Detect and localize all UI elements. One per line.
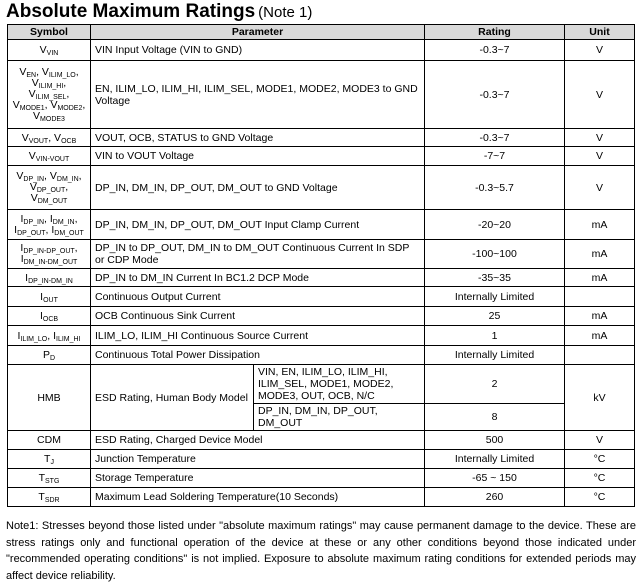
symbol-cell: $V_{DP\_IN}$, $V_{DM\_IN}$, $V_{DP\_OUT}$, $V_{DM\_OUT}$ — [8, 166, 91, 210]
table-row — [8, 346, 635, 365]
symbol-cell: $T_J$ — [8, 450, 91, 469]
unit-cell — [565, 346, 635, 365]
unit-cell: V — [565, 61, 635, 129]
symbol-cell: $I_{ILIM\_LO}$, $I_{ILIM\_HI}$ — [8, 326, 91, 346]
title-note: (Note 1) — [258, 4, 313, 21]
unit-cell: °C — [565, 488, 635, 507]
parameter-cell: ESD Rating, Human Body Model — [91, 365, 254, 431]
table-row — [8, 147, 635, 166]
unit-cell: mA — [565, 240, 635, 269]
symbol-cell: CDM — [8, 431, 91, 450]
table-row — [8, 326, 635, 346]
symbol-cell: $V_{VIN-VOUT}$ — [8, 147, 91, 166]
symbol-cell: $I_{OCB}$ — [8, 307, 91, 326]
table-row — [8, 431, 635, 450]
title-main: Absolute Maximum Ratings — [6, 1, 256, 22]
rating-cell: -20~20 — [425, 210, 565, 240]
table-row — [8, 469, 635, 488]
table-row — [8, 40, 635, 61]
parameter-cell: Continuous Output Current — [91, 287, 425, 307]
table-row — [8, 269, 635, 287]
unit-cell: V — [565, 147, 635, 166]
symbol-cell: $I_{OUT}$ — [8, 287, 91, 307]
rating-cell: -7~7 — [425, 147, 565, 166]
parameter-cell: ESD Rating, Charged Device Model — [91, 431, 425, 450]
parameter-subcell: VIN, EN, ILIM_LO, ILIM_HI, ILIM_SEL, MODE1, MODE2, MODE3, OUT, OCB, N/C — [254, 365, 425, 404]
rating-cell: -0.3~7 — [425, 61, 565, 129]
rating-cell: 260 — [425, 488, 565, 507]
rating-cell: -35~35 — [425, 269, 565, 287]
page-title — [6, 1, 312, 23]
header-unit: Unit — [565, 25, 635, 40]
parameter-cell: Maximum Lead Soldering Temperature(10 Seconds) — [91, 488, 425, 507]
rating-cell: 25 — [425, 307, 565, 326]
unit-cell: mA — [565, 269, 635, 287]
unit-cell: mA — [565, 326, 635, 346]
unit-cell: kV — [565, 365, 635, 431]
parameter-cell: DP_IN to DM_IN Current In BC1.2 DCP Mode — [91, 269, 425, 287]
parameter-cell: DP_IN to DP_OUT, DM_IN to DM_OUT Continuous Current In SDP or CDP Mode — [91, 240, 425, 269]
rating-cell: Internally Limited — [425, 346, 565, 365]
unit-cell: mA — [565, 307, 635, 326]
table-row — [8, 307, 635, 326]
parameter-cell: EN, ILIM_LO, ILIM_HI, ILIM_SEL, MODE1, MODE2, MODE3 to GND Voltage — [91, 61, 425, 129]
parameter-cell: OCB Continuous Sink Current — [91, 307, 425, 326]
unit-cell: V — [565, 40, 635, 61]
table-row — [8, 287, 635, 307]
parameter-cell: Junction Temperature — [91, 450, 425, 469]
unit-cell: V — [565, 129, 635, 147]
symbol-cell: $I_{DP\_IN}$, $I_{DM\_IN}$, $I_{DP\_OUT}$, $I_{DM\_OUT}$ — [8, 210, 91, 240]
table-row — [8, 61, 635, 129]
rating-cell: -0.3~7 — [425, 40, 565, 61]
unit-cell — [565, 287, 635, 307]
unit-cell: V — [565, 166, 635, 210]
table-row — [8, 488, 635, 507]
unit-cell: °C — [565, 450, 635, 469]
rating-cell: 2 — [425, 365, 565, 404]
symbol-cell: $P_D$ — [8, 346, 91, 365]
header-parameter: Parameter — [91, 25, 425, 40]
unit-cell: mA — [565, 210, 635, 240]
rating-cell: -0.3~5.7 — [425, 166, 565, 210]
unit-cell: V — [565, 431, 635, 450]
symbol-cell: $V_{VIN}$ — [8, 40, 91, 61]
rating-cell: 500 — [425, 431, 565, 450]
symbol-cell: $V_{EN}$, $V_{ILIM\_LO}$, $V_{ILIM\_HI}$, $V_{ILIM\_SEL}$, $V_{MODE1}$, $V_{MODE2}$, $V_{MODE3}$ — [8, 61, 91, 129]
parameter-cell: VOUT, OCB, STATUS to GND Voltage — [91, 129, 425, 147]
rating-cell: Internally Limited — [425, 287, 565, 307]
parameter-cell: ILIM_LO, ILIM_HI Continuous Source Current — [91, 326, 425, 346]
rating-cell: -0.3~7 — [425, 129, 565, 147]
symbol-cell: $T_{STG}$ — [8, 469, 91, 488]
rating-cell: -100~100 — [425, 240, 565, 269]
parameter-cell: Storage Temperature — [91, 469, 425, 488]
rating-cell: Internally Limited — [425, 450, 565, 469]
table-row — [8, 365, 635, 404]
rating-cell: 8 — [425, 404, 565, 431]
parameter-cell: VIN to VOUT Voltage — [91, 147, 425, 166]
symbol-cell: HMB — [8, 365, 91, 431]
rating-cell: -65 ~ 150 — [425, 469, 565, 488]
rating-cell: 1 — [425, 326, 565, 346]
symbol-cell: $I_{DP\_IN-DM\_IN}$ — [8, 269, 91, 287]
table-row — [8, 240, 635, 269]
symbol-cell: $I_{DP\_IN-DP\_OUT}$, $I_{DM\_IN-DM\_OUT}$ — [8, 240, 91, 269]
ratings-table — [7, 24, 635, 507]
header-rating: Rating — [425, 25, 565, 40]
table-row — [8, 450, 635, 469]
table-row — [8, 166, 635, 210]
header-symbol: Symbol — [8, 25, 91, 40]
unit-cell: °C — [565, 469, 635, 488]
table-header-row — [8, 25, 635, 40]
parameter-cell: DP_IN, DM_IN, DP_OUT, DM_OUT Input Clamp Current — [91, 210, 425, 240]
symbol-cell: $T_{SDR}$ — [8, 488, 91, 507]
table-row — [8, 129, 635, 147]
symbol-cell: $V_{VOUT}$, $V_{OCB}$ — [8, 129, 91, 147]
parameter-subcell: DP_IN, DM_IN, DP_OUT, DM_OUT — [254, 404, 425, 431]
footnote: Note1: Stresses beyond those listed under "absolute maximum ratings" may cause permanent damage to the device. These are stress ratings only and functional operation of the device at these or any other conditions beyond those indicated under "recommended operating conditions" is not implied. Exposure to absolute maximum rating conditions for extended periods may affect device reliability. — [6, 520, 636, 582]
table-row — [8, 210, 635, 240]
parameter-cell: DP_IN, DM_IN, DP_OUT, DM_OUT to GND Voltage — [91, 166, 425, 210]
parameter-cell: VIN Input Voltage (VIN to GND) — [91, 40, 425, 61]
parameter-cell: Continuous Total Power Dissipation — [91, 346, 425, 365]
